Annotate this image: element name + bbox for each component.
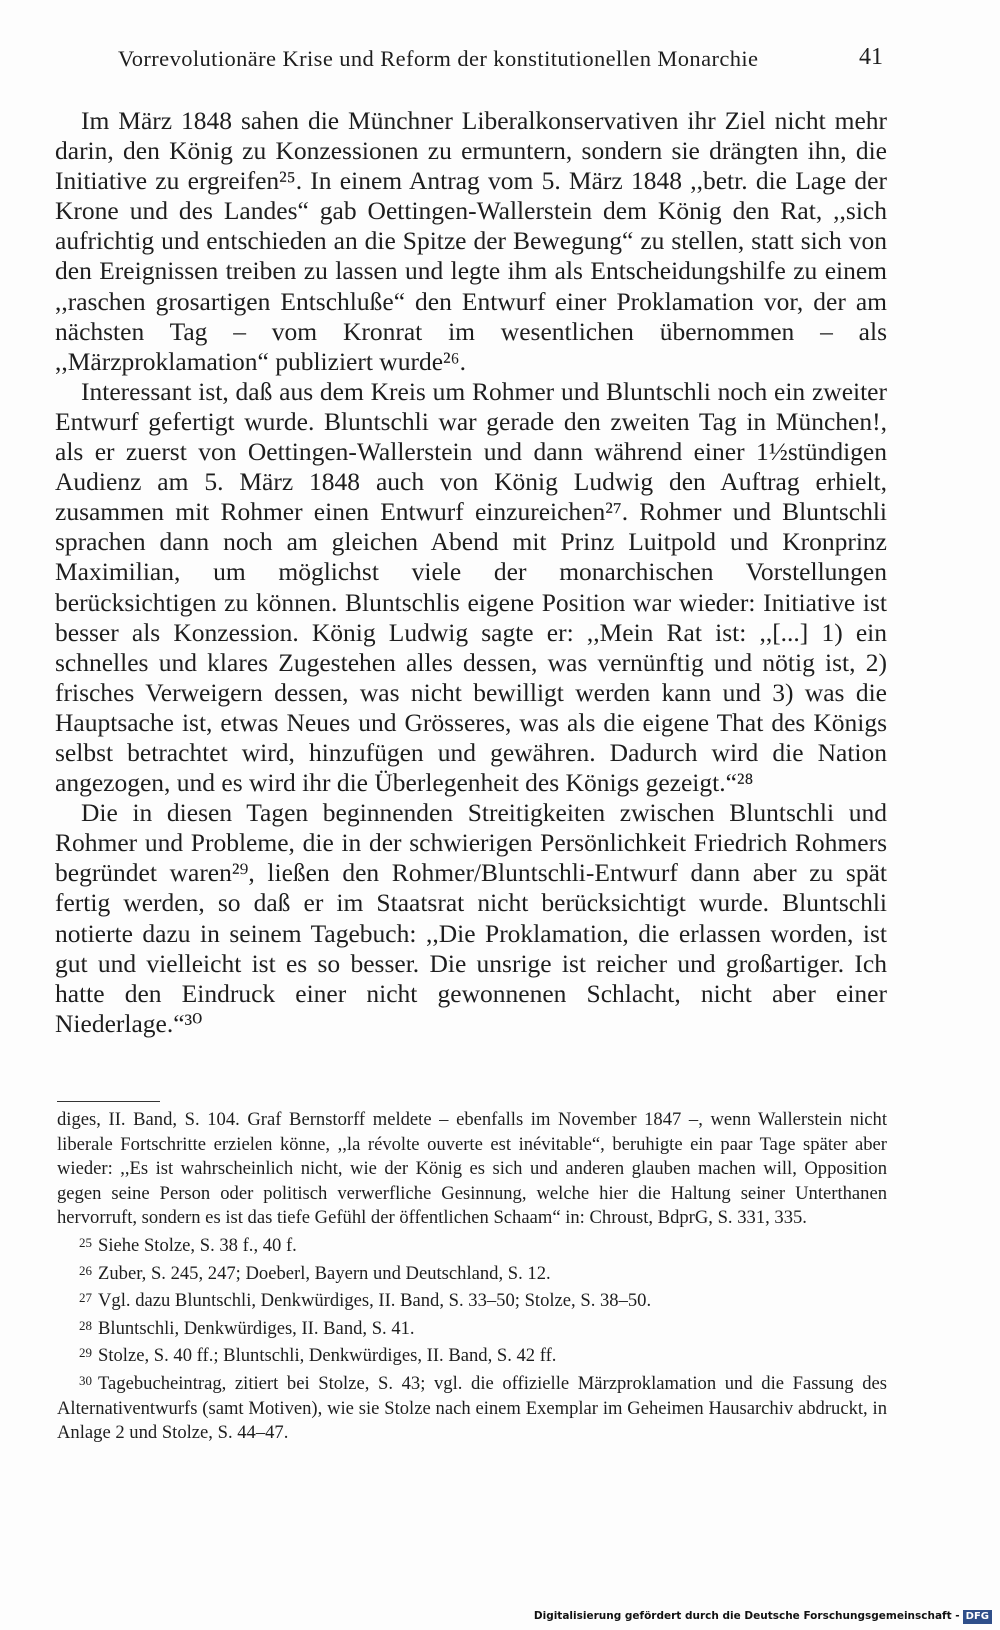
footnote (57, 1286, 887, 1314)
footnote-number: 28 (79, 1317, 92, 1333)
footnote (57, 1369, 887, 1446)
body-text (55, 106, 887, 1039)
paragraph: Im März 1848 sahen die Münchner Liberalkonservativen ihr Ziel nicht mehr darin, den König zu Konzessionen zu ermuntern, sondern sie drängten ihn, die Initiative zu ergreifen²⁵. In einem Antrag vom 5. März 1848 ,,betr. die Lage der Krone und des Landes“ gab Oettingen-Wallerstein dem König den Rat, ,,sich aufrichtig und entschieden an die Spitze der Bewegung“ zu stellen, statt sich von den Ereignissen treiben zu lassen und legte ihm als Entscheidungshilfe zu einem ,,raschen grosartigen Entschluße“ den Entwurf einer Proklamation vor, der am nächsten Tag – vom Kronrat im wesentlichen übernommen – als ,,Märzproklamation“ publiziert wurde²⁶. (55, 106, 887, 376)
footnote (57, 1231, 887, 1259)
footnote-text: Tagebucheintrag, zitiert bei Stolze, S. 43; vgl. die offizielle Märzproklamation und die Fassung des Alternativentwurfs (samt Motiven), wie sie Stolze nach einem Exemplar im Geheimen Hausarchiv abdruckt, in Anlage 2 und Stolze, S. 44–47. (57, 1372, 887, 1444)
footnote-text: Siehe Stolze, S. 38 f., 40 f. (98, 1234, 297, 1256)
digitization-footer (534, 1610, 992, 1624)
footnotes (57, 1108, 887, 1446)
footnote (57, 1259, 887, 1287)
footnote-text: Bluntschli, Denkwürdiges, II. Band, S. 41. (98, 1317, 415, 1339)
footnote-number: 30 (79, 1372, 92, 1388)
footnote-divider (57, 1101, 160, 1102)
running-title: Vorrevolutionäre Krise und Reform der konstitutionellen Monarchie (118, 46, 759, 71)
footnote-continuation: diges, II. Band, S. 104. Graf Bernstorff meldete – ebenfalls im November 1847 –, wenn Wallerstein nicht liberale Fortschritte erzielen könne, ,,la révolte ouverte est inévitable“, beruhigte ein paar Tage später aber wieder: ,,Es ist wahrscheinlich nicht, wie der König es sich und anderen glauben machen will, Opposition gegen seine Person oder politisch verwerfliche Gesinnung, welche hier die Haltung seiner Unterthanen hervorruft, sondern es ist das tiefe Gefühl der öffentlichen Schaam“ in: Chroust, BdprG, S. 331, 335. (57, 1109, 887, 1229)
footnote-number: 27 (79, 1290, 92, 1306)
footnote-number: 25 (79, 1234, 92, 1250)
footnote (57, 1341, 887, 1369)
footnote-text: Stolze, S. 40 ff.; Bluntschli, Denkwürdiges, II. Band, S. 42 ff. (98, 1345, 557, 1367)
running-header (118, 46, 883, 80)
footnote-text: Zuber, S. 245, 247; Doeberl, Bayern und Deutschland, S. 12. (98, 1262, 551, 1284)
paragraph: Die in diesen Tagen beginnenden Streitigkeiten zwischen Bluntschli und Rohmer und Probleme, die in der schwierigen Persönlichkeit Friedrich Rohmers begründet waren²⁹, ließen den Rohmer/Bluntschli-Entwurf dann aber zu spät fertig werden, so daß er im Staatsrat nicht berücksichtigt wurde. Bluntschli notierte dazu in seinem Tagebuch: ,,Die Proklamation, die erlassen worden, ist gut und vielleicht ist es so besser. Die unsrige ist reicher und großartiger. Ich hatte den Eindruck einer nicht gewonnenen Schlacht, nicht aber einer Niederlage.“³⁰ (55, 798, 887, 1038)
footnote-text: Vgl. dazu Bluntschli, Denkwürdiges, II. Band, S. 33–50; Stolze, S. 38–50. (98, 1290, 652, 1312)
footnote (57, 1314, 887, 1342)
dfg-logo: DFG (963, 1610, 992, 1624)
footer-text: Digitalisierung gefördert durch die Deutsche Forschungsgemeinschaft - (533, 1610, 960, 1622)
footnote-number: 29 (79, 1345, 92, 1361)
paragraph: Interessant ist, daß aus dem Kreis um Rohmer und Bluntschli noch ein zweiter Entwurf gefertigt wurde. Bluntschli war gerade den zweiten Tag in München!, als er zuerst von Oettingen-Wallerstein und dann während einer 1½stündigen Audienz am 5. März 1848 auch von König Ludwig den Auftrag erhielt, zusammen mit Rohmer einen Entwurf einzureichen²⁷. Rohmer und Bluntschli sprachen dann noch am gleichen Abend mit Prinz Luitpold und Kronprinz Maximilian, um möglichst viele der monarchischen Vorstellungen berücksichtigen zu können. Bluntschlis eigene Position war wieder: Initiative ist besser als Konzession. König Ludwig sagte er: ,,Mein Rat ist: ,,[...] 1) ein schnelles und klares Zugestehen alles dessen, was vernünftig und nötig ist, 2) frisches Verweigern dessen, was nicht bewilligt werden kann und 3) was die Hauptsache ist, etwas Neues und Grösseres, was als die eigene That des Königs selbst betrachtet wird, hinzufügen und gewähren. Dadurch wird die Nation angezogen, und es wird ihr die Überlegenheit des Königs gezeigt.“²⁸ (55, 376, 887, 798)
footnote-number: 26 (79, 1262, 92, 1278)
page-number: 41 (859, 44, 883, 70)
